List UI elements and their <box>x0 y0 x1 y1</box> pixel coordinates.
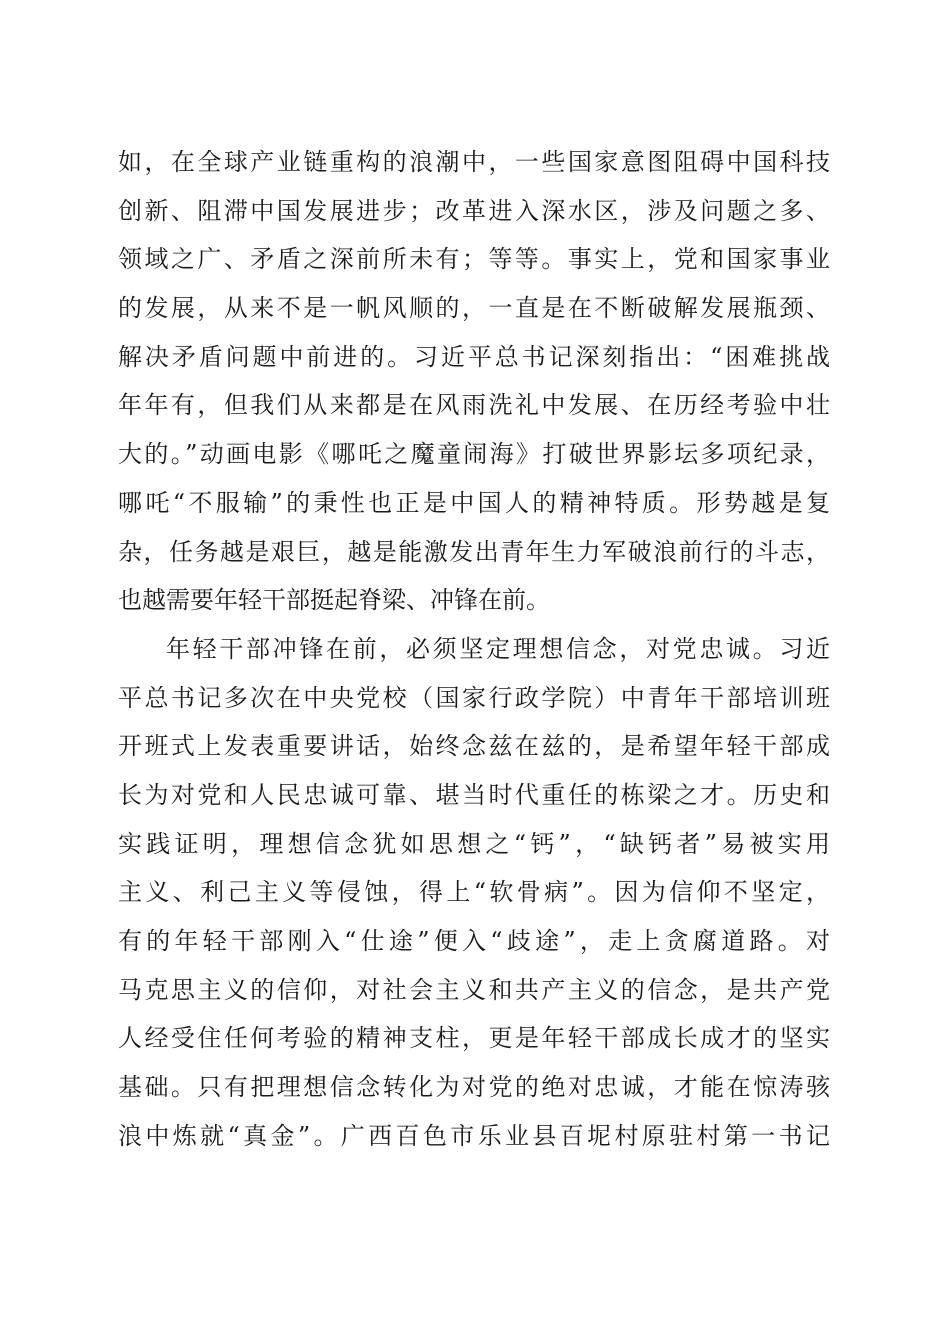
paragraph-1-line-1: 如，在全球产业链重构的浪潮中，一些国家意图阻碍中国科技 <box>118 148 830 176</box>
paragraph-2-line-2: 平总书记多次在中央党校（国家行政学院）中青年干部培训班 <box>118 683 830 712</box>
paragraph-2-line-3: 开班式上发表重要讲话，始终念兹在兹的，是希望年轻干部成 <box>118 732 830 761</box>
document-body <box>118 138 830 1160</box>
paragraph-2-line-11: 浪中炼就“真金”。广西百色市乐业县百坭村原驻村第一书记 <box>118 1121 830 1150</box>
paragraph-1-line-5: 解决矛盾问题中前进的。习近平总书记深刻指出：“困难挑战 <box>118 342 830 371</box>
paragraph-1-line-7: 大的。”动画电影《哪吒之魔童闹海》打破世界影坛多项纪录， <box>118 440 830 469</box>
paragraph-1-line-8: 哪吒“不服输”的秉性也正是中国人的精神特质。形势越是复 <box>118 488 830 517</box>
paragraph-1-line-10: 也越需要年轻干部挺起脊梁、冲锋在前。 <box>118 586 550 615</box>
paragraph-1-line-3: 领域之广、矛盾之深前所未有；等等。事实上，党和国家事业 <box>118 245 830 274</box>
paragraph-2-line-9: 人经受住任何考验的精神支柱，更是年轻干部成长成才的坚实 <box>118 1024 830 1053</box>
paragraph-2-line-5: 实践证明，理想信念犹如思想之“钙”，“缺钙者”易被实用 <box>118 829 830 858</box>
paragraph-2-line-10: 基础。只有把理想信念转化为对党的绝对忠诚，才能在惊涛骇 <box>118 1073 830 1102</box>
paragraph-2-line-7: 有的年轻干部刚入“仕途”便入“歧途”，走上贪腐道路。对 <box>118 927 830 955</box>
paragraph-2-line-4: 长为对党和人民忠诚可靠、堪当时代重任的栋梁之才。历史和 <box>118 780 830 809</box>
paragraph-1-line-4: 的发展，从来不是一帆风顺的，一直是在不断破解发展瓶颈、 <box>118 294 830 323</box>
paragraph-1-line-9: 杂，任务越是艰巨，越是能激发出青年生力军破浪前行的斗志， <box>118 537 830 566</box>
paragraph-2-line-8: 马克思主义的信仰，对社会主义和共产主义的信念，是共产党 <box>118 975 830 1004</box>
paragraph-1-line-2: 创新、阻滞中国发展进步；改革进入深水区，涉及问题之多、 <box>118 196 830 225</box>
paragraph-2-line-6: 主义、利己主义等侵蚀，得上“软骨病”。因为信仰不坚定， <box>118 878 830 907</box>
paragraph-1-line-6: 年年有，但我们从来都是在风雨洗礼中发展、在历经考验中壮 <box>118 391 830 420</box>
paragraph-2-line-1: 年轻干部冲锋在前，必须坚定理想信念，对党忠诚。习近 <box>166 634 830 663</box>
